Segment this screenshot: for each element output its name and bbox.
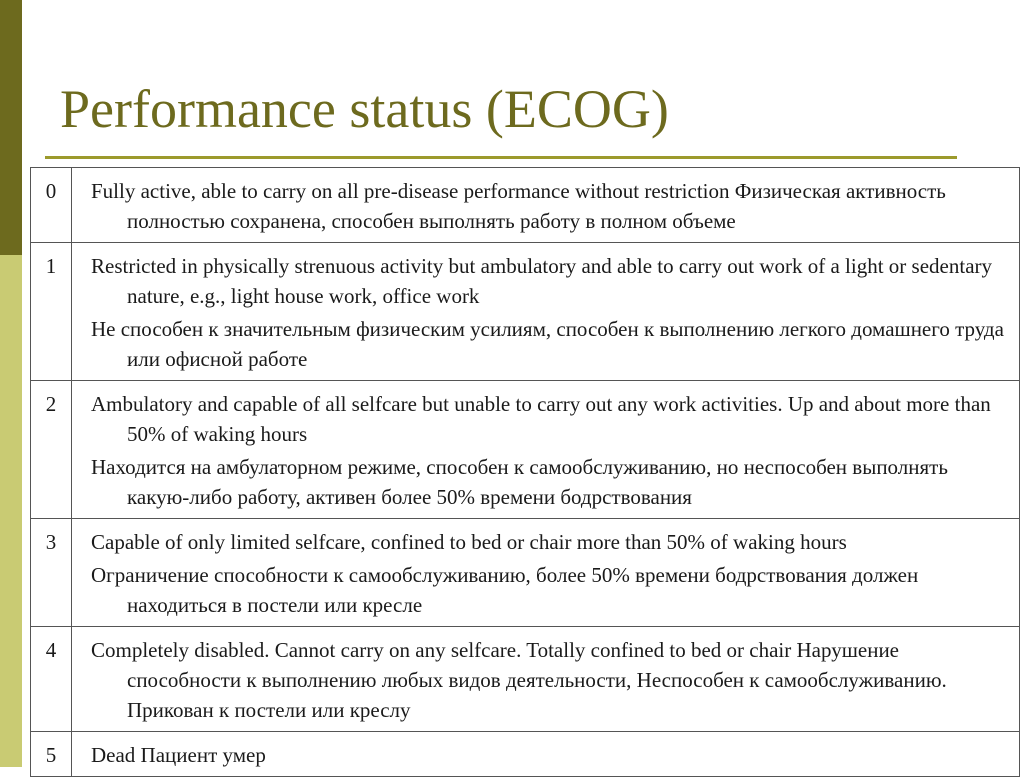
description-cell bbox=[72, 627, 1020, 732]
description-text: Fully active, able to carry on all pre-disease performance without restriction Физическая активность полностью сохранена, способен выполнять работу в полном объеме bbox=[91, 179, 946, 233]
grade-cell: 1 bbox=[31, 243, 72, 381]
grade-cell: 3 bbox=[31, 519, 72, 627]
description-cell bbox=[72, 732, 1020, 777]
table-row bbox=[31, 627, 1020, 732]
table-row bbox=[31, 243, 1020, 381]
description-cell bbox=[72, 243, 1020, 381]
title-underline bbox=[45, 156, 957, 159]
slide-title: Performance status (ECOG) bbox=[60, 79, 669, 139]
table-row bbox=[31, 381, 1020, 519]
description-cell bbox=[72, 381, 1020, 519]
description-cell bbox=[72, 519, 1020, 627]
description-text: Completely disabled. Cannot carry on any selfcare. Totally confined to bed or chair Нарушение способности к выполнению любых видов деятельности, Неспособен к самообслуживанию. Прикован к постели или креслу bbox=[91, 638, 947, 722]
description-text-ru: Не способен к значительным физическим усилиям, способен к выполнению легкого домашнего труда или офисной работе bbox=[91, 317, 1004, 371]
description-text-ru: Находится на амбулаторном режиме, способен к самообслуживанию, но неспособен выполнять какую-либо работу, активен более 50% времени бодрствования bbox=[91, 455, 948, 509]
table-row bbox=[31, 168, 1020, 243]
description-text-en: Restricted in physically strenuous activity but ambulatory and able to carry out work of a light or sedentary nature, e.g., light house work, office work bbox=[91, 254, 993, 308]
description-text: Dead Пациент умер bbox=[91, 743, 266, 767]
grade-cell: 5 bbox=[31, 732, 72, 777]
description-text-en: Ambulatory and capable of all selfcare but unable to carry out any work activities. Up and about more than 50% of waking hours bbox=[91, 392, 991, 446]
description-text-ru: Ограничение способности к самообслуживанию, более 50% времени бодрствования должен находиться в постели или кресле bbox=[91, 563, 919, 617]
description-cell bbox=[72, 168, 1020, 243]
side-accent-bar-light bbox=[0, 255, 22, 767]
grade-cell: 2 bbox=[31, 381, 72, 519]
table-row bbox=[31, 732, 1020, 777]
grade-cell: 4 bbox=[31, 627, 72, 732]
table-row bbox=[31, 519, 1020, 627]
side-accent-bar-dark bbox=[0, 0, 22, 255]
grade-cell: 0 bbox=[31, 168, 72, 243]
description-text-en: Capable of only limited selfcare, confined to bed or chair more than 50% of waking hours bbox=[91, 530, 847, 554]
side-accent-bar bbox=[0, 0, 22, 767]
ecog-table bbox=[30, 167, 1020, 777]
